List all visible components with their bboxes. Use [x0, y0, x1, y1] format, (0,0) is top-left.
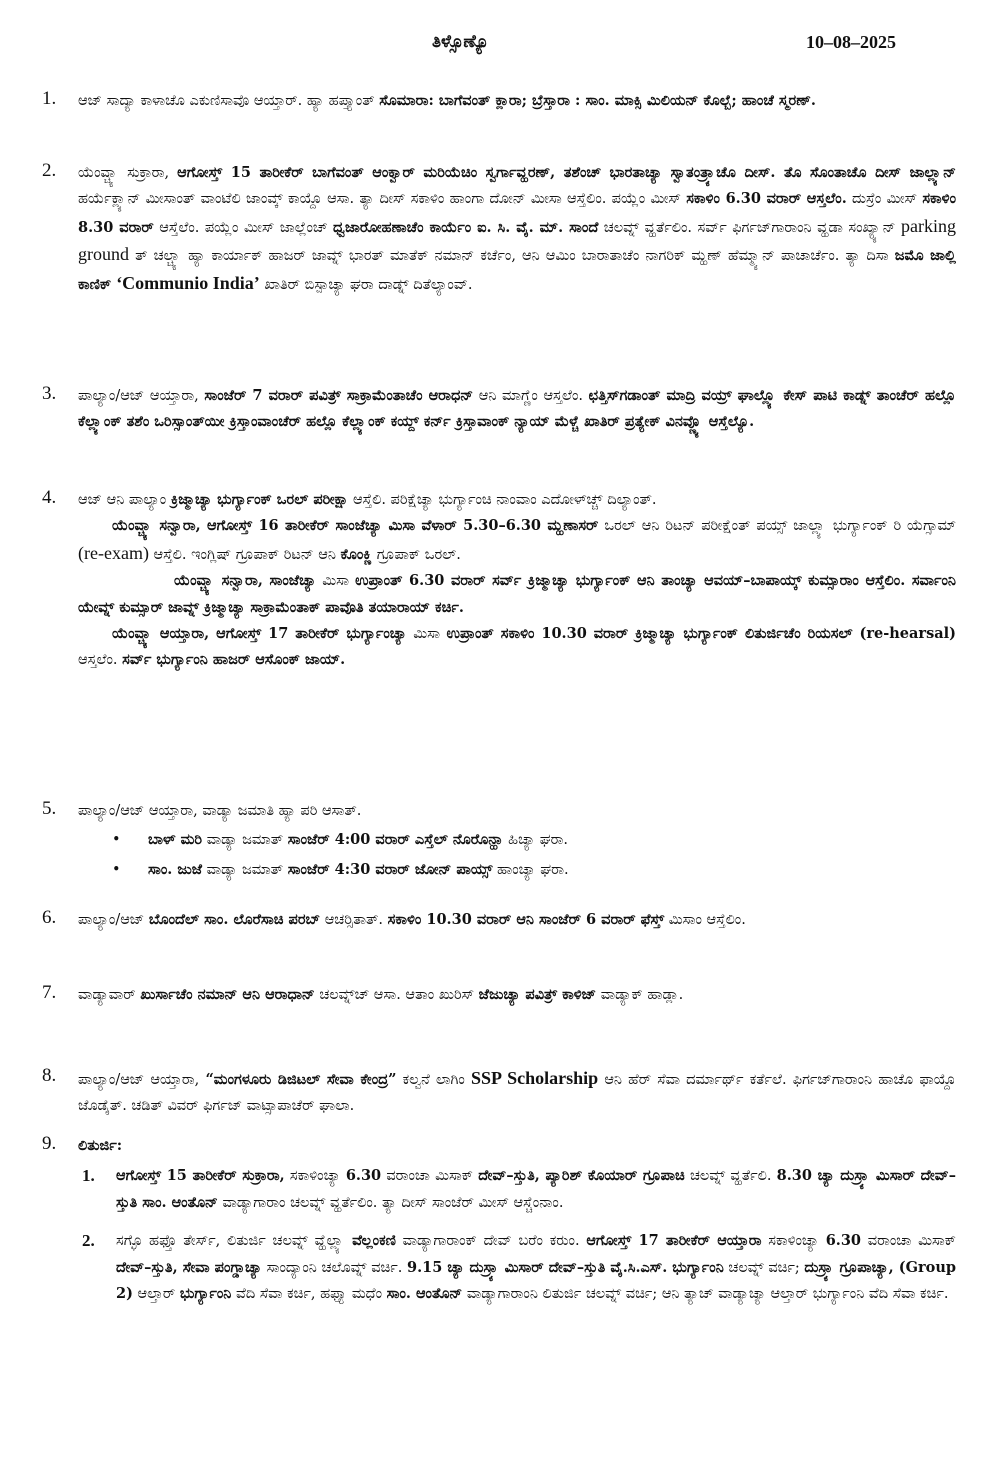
- text-segment: ಮಿಸಾ: [316, 573, 356, 590]
- text-segment-bold: ಸಕಾಳಿಂ 6.30 ವರಾರ್ ಆಸ್ತಲೆಂ.: [686, 190, 847, 208]
- text-segment-bold: 6.30: [825, 1232, 862, 1250]
- text-segment: ವಾಡ್ಯಾಕ್ ಹಾಡ್ಲಾ.: [596, 987, 684, 1003]
- bulletin-date: 10–08–2025: [806, 32, 896, 52]
- text-segment: ಆನಿ ಹೆರ್ ಸೆವಾ ದರ್ಮಾರ್ಥ್ ಕರ್ತೆಲೆ. ಫಿರ್ಗಜ್‌ಗಾರಾಂನಿ ಹಾಚೊ ಫಾಯ್ದೊ ಜೊಡೈತ್. ಚಡಿತ್ ವಿವರ್ ಫಿರ್ಗಜ್ ವಾಟ್ಸಾಪಾಚೆರ್ ಘಾಲಾ.: [78, 1072, 956, 1115]
- notice-number: 2.: [42, 160, 57, 181]
- text-segment: ಚಲವ್ನ್ ವ್ಹರ್ತೆಲಿ.: [684, 1168, 777, 1185]
- text-segment-bold: ಜಮೊ ಜಾಲ್ಲಿ ಕಾಣಿಕ್: [78, 247, 956, 293]
- notice-text: [78, 383, 956, 436]
- notice-6: [42, 907, 962, 933]
- text-segment-bold: ಸಾಂ. ಆಂತೊನ್: [386, 1285, 463, 1303]
- sub-number: 1.: [82, 1166, 95, 1186]
- sub-text: [116, 1228, 956, 1307]
- notice-1: [42, 88, 962, 114]
- notice-text: [78, 160, 956, 298]
- text-segment: ಆಚರ್‍ಸಿತಾತ್.: [320, 912, 388, 928]
- text-segment-bold: ಆಗೋಸ್ತ್ 17 ತಾರೀಕೆರ್ ಆಯ್ತಾರಾ: [586, 1232, 762, 1250]
- notice-3: [42, 383, 962, 436]
- notice-2: [42, 160, 962, 298]
- text-segment-bold: ದೇವ್–ಸ್ತುತಿ, ಪ್ಯಾರಿಶ್ ಕೊಯಾರ್ ಗ್ರೂಪಾಚಿ: [478, 1167, 685, 1185]
- text-segment: ಪಾಲ್ಯಾಂ/ಆಜ್: [78, 912, 149, 928]
- text-segment-latin: (re-exam): [78, 542, 149, 563]
- text-segment-bold: ಜೆಜುಚ್ಯಾ ಪವಿತ್ರ್ ಕಾಳಿಜ್: [478, 986, 597, 1003]
- text-segment-bold: ಲಿತುರ್ಜಿ:: [78, 1137, 123, 1154]
- text-segment: ಆಜ್ ಆನಿ ಪಾಲ್ಯಾಂ: [78, 492, 171, 508]
- text-segment-bold: ಉಪ್ರಾಂತ್ ಸಕಾಳಿಂ 10.30 ವರಾರ್ ಕ್ರಿಜ್ಮಾಚ್ಯಾ ಭುರ್ಗ್ಯಾಂಕ್ ಲಿತುರ್ಜಿಚೆಂ ರಿಯಸಲ್ (re-hearsal): [446, 625, 956, 643]
- notice-number: 7.: [42, 982, 57, 1003]
- text-segment: ಪಾಲ್ಯಾಂ/ಆಜ್ ಆಯ್ತಾರಾ,: [78, 388, 205, 404]
- text-segment: ವಾಡ್ಯಾ ಜಮಾತ್: [202, 861, 288, 878]
- notice-9: [42, 1133, 962, 1307]
- text-segment: ಆಸ್ತೆಲಿ. ಇಂಗ್ಲಿಷ್ ಗ್ರೂಪಾಕ್ ರಿಟನ್ ಆನಿ: [148, 546, 341, 563]
- sub-item-1: [78, 1163, 956, 1216]
- text-segment: ಗ್ರೂಪಾಕ್ ಒರಲ್.: [372, 546, 461, 563]
- text-segment-latin: parking ground: [78, 215, 956, 265]
- text-segment: ಹರ್ಯೆಕ್ಲ್ಯಾನ್ ಮೀಸಾಂತ್ ವಾಂಟೆಲಿ ಜಾಂವ್ಕ್ ಕಾಯ್ದೊ ಆಸಾ. ತ್ಯಾ ದೀಸ್ ಸಕಾಳಿಂ ಹಾಂಗಾ ದೋನ್ ಮೀಸಾ ಆಸ್ತೆಲಿಂ. ಪಯ್ಲೆಂ ಮೀಸ್: [78, 191, 687, 208]
- text-segment: ಆನಿ ಮಾಗ್ಣೆಂ ಆಸ್ತಲೆಂ.: [473, 388, 589, 404]
- text-segment-bold: ಖುರ್ಸಾಚೆಂ ನಮಾನ್ ಆನಿ ಆರಾಧಾನ್: [140, 986, 315, 1003]
- sub-number: 2.: [82, 1231, 95, 1251]
- text-segment: ಆಲ್ತಾರ್: [132, 1286, 180, 1303]
- liturgy-heading: [78, 1133, 956, 1159]
- text-segment-bold: ಸೊಮಾರಾ: ಬಾಗೆವಂತ್ ಕ್ಲಾರಾ; ಬ್ರೆಸ್ತಾರಾ : ಸಾಂ. ಮಾಕ್ಸಿ ಮಿಲಿಯನ್ ಕೊಲ್ಬೆ; ಹಾಂಚೆ ಸ್ಮರಣ್.: [379, 92, 816, 109]
- text-segment-bold: ಛತ್ತಿಸ್‌ಗಡಾಂತ್ ಮಾದ್ರಿ ವಯ್ರ್ ಘಾಲ್ಲ್ಯೊ ಕೇಸ್ ಪಾಟಿ ಕಾಡ್ನ್ ತಾಂಚೆರ್ ಹಲ್ಲೊ ಕೆಲ್ಲ್ಯಾಂಕ್ ತಶೆಂ ಒರಿಸ್ಸಾಂತ್‌ಯೀ ಕ್ರಿಸ್ತಾಂವಾಂಚೆರ್ ಹಲ್ಲೊ ಕೆಲ್ಲ್ಯಾಂಕ್ ಕಯ್ದ್ ಕರ್ನ್ ಕ್ರಿಸ್ತಾವಾಂಕ್ ನ್ಯಾಯ್ ಮೆಳ್ಚೆ ಖಾತಿರ್ ಪ್ರತ್ಯೇಕ್ ವಿನವ್ಣ್ಯೊ ಆಸ್ತೆಲ್ಯೊ.: [78, 387, 956, 431]
- notice-number: 9.: [42, 1133, 57, 1154]
- text-segment: ಮಿಸಾಂ ಆಸ್ತೆಲಿಂ.: [664, 912, 746, 928]
- text-segment-bold: ದುಸ್ರ್ಯಾ ಗ್ರೂಪಾಚ್ಯಾ, (Group 2): [116, 1258, 956, 1303]
- notice-number: 4.: [42, 487, 57, 508]
- text-segment: ಚಲವ್ನ್ ವ್ಹರ್ತೆಲಿಂ. ಸರ್ವ್ ಫಿರ್ಗಜ್‌ಗಾರಾಂನಿ ವ್ಹಡಾ ಸಂಖ್ಯ್ಯಾನ್: [598, 219, 902, 236]
- notice-number: 3.: [42, 383, 57, 404]
- notice-7: [42, 982, 962, 1008]
- text-segment: ವಾಡ್ಯಾ ಜಮಾತ್: [202, 832, 288, 849]
- text-segment-bold: ವೆಲ್ಲಂಕಣಿ: [352, 1232, 396, 1250]
- paragraph: [78, 621, 956, 674]
- list-item: [78, 827, 956, 853]
- text-segment: ಆಸ್ತಲೆಂ.: [78, 652, 123, 669]
- notice-number: 1.: [42, 88, 57, 109]
- text-segment: ತ್ ಚಲ್ಚ್ಯಾ ಹ್ಯಾ ಕಾರ್ಯಾಕ್ ಹಾಜರ್ ಜಾವ್ನ್ ಭಾರತ್ ಮಾತೆಕ್ ನಮಾನ್ ಕರ್ಚೆಂ, ಆನಿ ಆಮಿಂ ಬಾರಾತಾಚೆಂ ನಾಗರಿಕ್ ಮ್ಹಣ್ ಹೆಮ್ಮ್ಯಾನ್ ಪಾಚಾರ್ಚೆಂ. ತ್ಯಾ ದಿಸಾ: [129, 248, 895, 265]
- text-segment: ವಾಡ್ಯಾಗಾರಾಂನಿ ಲಿತುರ್ಜಿ ಚಲವ್ನ್ ವರ್ಚಿ; ಆನಿ ತ್ಯಾಚ್ ವಾಡ್ಯಾಚ್ಯಾ ಆಲ್ತಾರ್ ಭುರ್ಗ್ಯಾಂನಿ ವೆದಿ ಸೆವಾ ಕರ್ಚಿ.: [462, 1286, 949, 1303]
- text-segment-bold: ಭುರ್ಗ್ಯಾಂನಿ: [179, 1285, 232, 1303]
- text-segment: ವೆದಿ ಸೆವಾ ಕರ್ಚಿ, ಹಫ್ತ್ಯಾ ಮಧೆಂ: [231, 1286, 387, 1303]
- text-segment: ಆಸ್ತೆಲಿ. ಪರಿಕ್ಷೆಚ್ಯಾ ಭುರ್ಗ್ಯಾಂಚಿ ನಾಂವಾಂ ಎದೋಳ್‌ಚ್ಚ್ ದಿಲ್ಯಾಂತ್.: [348, 492, 657, 508]
- notice-5: [42, 798, 962, 883]
- text-segment-bold: ಕೊಂಕ್ಣಿ: [340, 545, 373, 563]
- notice-text: [78, 1065, 956, 1120]
- bullet-icon: •: [112, 861, 121, 878]
- text-segment-latin-bold: SSP Scholarship: [471, 1068, 599, 1088]
- text-segment-bold: ಸಾಂಜೆರ್ 7 ವರಾರ್ ಪವಿತ್ರ್ ಸಾಕ್ರಾಮೆಂತಾಚೆಂ ಆರಾಧನ್: [204, 387, 474, 404]
- bullet-icon: •: [112, 832, 121, 849]
- notice-text: [78, 88, 956, 114]
- text-segment-bold: ಸಕಾಳಿಂ 10.30 ವರಾರ್ ಆನಿ ಸಾಂಜೆರ್ 6 ವರಾರ್ ಫೆಸ್ತ್: [387, 911, 665, 928]
- text-segment: ವಾಡ್ಯಾಗಾರಾಂಕ್ ದೇವ್ ಬರೆಂ ಕರುಂ.: [395, 1233, 587, 1250]
- text-segment-bold: 8.30 ಚ್ಯಾ ದುಸ್ರ್ಯಾ ಮಿಸಾರ್ ದೇವ್–ಸ್ತುತಿ ಸಾಂ. ಆಂತೊನ್: [116, 1167, 956, 1211]
- text-segment-bold: 9.15 ಚ್ಯಾ ದುಸ್ರ್ಯಾ ಮಿಸಾರ್ ದೇವ್–ಸ್ತುತಿ ವೈ.ಸಿ.ಎಸ್. ಭುರ್ಗ್ಯಾಂನಿ: [407, 1258, 724, 1276]
- notice-4: [42, 487, 962, 674]
- text-segment: ಪಾಲ್ಯಾಂ/ಆಜ್ ಆಯ್ತಾರಾ,: [78, 1072, 206, 1088]
- text-segment-bold: ಬೊಂದೆಲ್ ಸಾಂ. ಲೊರೆಸಾಚಿ ಪರಬ್: [148, 911, 321, 928]
- text-segment-bold: ಸರ್ವ್ ಭುರ್ಗ್ಯಾಂನಿ ಹಾಜರ್ ಆಸೊಂಕ್ ಜಾಯ್.: [122, 651, 346, 669]
- text-segment: ವಾಡ್ಯಾಗಾರಾಂ ಚಲವ್ನ್ ವ್ಹರ್ತೆಲಿಂ. ತ್ಯಾ ದೀಸ್ ಸಾಂಜೆರ್ ಮೀಸ್ ಆಸ್ಚೆಂನಾಂ.: [217, 1194, 564, 1211]
- text-segment-bold: ಆಗೋಸ್ತ್ 15 ತಾರೀಕೆರ್ ಸುಕ್ರಾರಾ,: [116, 1167, 285, 1185]
- text-segment: ಚಲವ್ನ್‌ಚ್ ಆಸಾ. ಆತಾಂ ಖುರಿಸ್: [314, 987, 479, 1003]
- text-segment: ಹಿಚ್ಯಾ ಘರಾ.: [503, 832, 569, 849]
- sub-text: [116, 1163, 956, 1216]
- text-segment: ದುಸ್ರೆಂ ಮೀಸ್: [846, 191, 923, 208]
- sub-item-2: [78, 1228, 956, 1307]
- text-segment-bold: 6.30: [345, 1167, 382, 1185]
- notice-number: 5.: [42, 798, 57, 819]
- notice-text: [78, 798, 956, 883]
- text-segment: ಹಾಂಚ್ಯಾ ಘರಾ.: [492, 861, 569, 878]
- paragraph: [78, 513, 956, 568]
- text-segment-bold: ಯೆಂವ್ಚ್ಯಾ ಸನ್ವಾರಾ, ಸಾಂಜೆಚ್ಯಾ: [174, 572, 317, 590]
- text-segment: ಆಸ್ತೆಲೆಂ. ಪಯ್ಲೆಂ ಮೀಸ್ ಜಾಲ್ಲೆಂಚ್: [153, 219, 334, 236]
- text-segment-bold: ಸಕಾಳಿಂ 8.30 ವರಾರ್: [78, 190, 956, 236]
- text-segment: ಆಜ್ ಸಾದ್ಯಾ ಕಾಳಾಚೊ ಎಕುಣಿಸಾವೊ ಆಯ್ತಾರ್. ಹ್ಯಾ ಹಪ್ತ್ಯಾಂತ್: [78, 93, 380, 109]
- notice-number: 6.: [42, 907, 57, 928]
- text-segment: ಕಲ್ವನೆ ಲಾಗಿಂ: [396, 1072, 472, 1088]
- text-segment: ಮಿಸಾ: [406, 626, 447, 643]
- text-segment: ಒರಲ್ ಆನಿ ರಿಟನ್ ಪರೀಕ್ಷೆಂತ್ ಪಯ್ಸ್ ಜಾಲ್ಲ್ಯಾ ಭುರ್ಗ್ಯಾಂಕ್ ರಿ ಯೆಗ್ಸಾಮ್: [598, 518, 956, 535]
- text-segment: ಯೆಂವ್ಚ್ಯಾ ಸುಕ್ರಾರಾ,: [78, 165, 178, 181]
- paragraph: [78, 487, 956, 513]
- text-segment-bold: ಧ್ವಜಾರೋಹಣಾಚೆಂ ಕಾರ್ಯೆಂ ಐ. ಸಿ. ವೈ. ಮ್. ಸಾಂದೆ: [333, 218, 599, 236]
- notice-number: 8.: [42, 1065, 57, 1086]
- text-segment-bold: ಸಾಂಜೆರ್ 4:30 ವರಾರ್ ಜೋನ್ ಪಾಯ್ಸ್: [287, 860, 493, 878]
- text-segment-bold: ಉಪ್ರಾಂತ್ 6.30 ವರಾರ್ ಸರ್ವ್ ಕ್ರಿಜ್ಮಾಚ್ಯಾ ಭುರ್ಗ್ಯಾಂಕ್ ಆನಿ ತಾಂಚ್ಯಾ ಆವಯ್–ಬಾಪಾಯ್ಕ್ ಕುಮ್ಸಾರಾಂ ಆಸ್ತೆಲಿಂ. ಸರ್ವಾಂನಿ ಯೇವ್ನ್ ಕುಮ್ಸಾರ್ ಜಾವ್ನ್ ಕ್ರಿಜ್ಮಾಚ್ಯಾ ಸಾಕ್ರಾಮೆಂತಾಕ್ ಪಾವೊತಿ ತಯಾರಾಯ್ ಕರ್ಚಿ.: [78, 572, 956, 616]
- notice-text: [78, 982, 956, 1008]
- text-segment-bold: ಯೆಂವ್ಚ್ಯಾ ಸನ್ವಾರಾ, ಆಗೋಸ್ತ್ 16 ತಾರೀಕೆರ್ ಸಾಂಜೆಚ್ಯಾ ಮಿಸಾ ವೆಳಾರ್ 5.30–6.30 ಮ್ಹಣಾಸರ್: [112, 517, 599, 535]
- list-item: [78, 857, 956, 883]
- text-segment-latin-bold: ‘Communio India’: [116, 272, 260, 293]
- notice-8: [42, 1065, 962, 1120]
- text-segment-bold: ಯೆಂವ್ಚ್ಯಾ ಆಯ್ತಾರಾ, ಆಗೋಸ್ತ್ 17 ತಾರೀಕೆರ್ ಭುರ್ಗ್ಯಾಂಚ್ಯಾ: [112, 625, 407, 643]
- text-segment-bold: ದೇವ್–ಸ್ತುತಿ, ಸೇವಾ ಪಂಗ್ಡಾಚ್ಯಾ: [116, 1258, 263, 1276]
- notice-text: [78, 907, 956, 933]
- text-segment: ಚಲವ್ನ್ ವರ್ಚಿ;: [723, 1259, 805, 1276]
- text-segment-bold: ಕ್ರಿಜ್ಮಾಚ್ಯಾ ಭುರ್ಗ್ಯಾಂಕ್ ಒರಲ್ ಪರೀಕ್ಷಾ: [170, 491, 349, 508]
- notice-text: [78, 1133, 956, 1307]
- paragraph: [78, 568, 956, 621]
- text-segment-bold: ಬಾಳ್ ಮರಿ: [148, 831, 203, 849]
- text-segment: ವರಾಂಚಾ ಮಿಸಾಕ್: [861, 1233, 956, 1250]
- text-segment: ಸಕಾಳಿಂಚ್ಯಾ: [284, 1168, 346, 1185]
- text-segment: ಸಕಾಳಿಂಚ್ಯಾ: [761, 1233, 826, 1250]
- text-segment: ಸಗ್ಳೊ ಹಫ್ತೊ ತೇರ್ಸ್, ಲಿತುರ್ಜಿ ಚಲವ್ನ್ ವ್ಹೆಲ್ಲ್ಯಾ: [116, 1233, 353, 1250]
- text-segment: ವಾಡ್ಯಾವಾರ್: [78, 987, 141, 1003]
- notice-text: [78, 487, 956, 674]
- text-segment: ಸಾಂದ್ಯಾಂನಿ ಚಲೊವ್ನ್ ವರ್ಚಿ.: [262, 1259, 408, 1276]
- paragraph: ಪಾಲ್ಯಾಂ/ಆಜ್ ಆಯ್ತಾರಾ, ವಾಡ್ಯಾ ಜಮಾತಿ ಹ್ಯಾ ಪರಿ ಆಸಾತ್.: [78, 803, 362, 819]
- text-segment: ಖಾತಿರ್ ಬಿಸ್ಪಾಚ್ಯಾ ಘರಾ ದಾಡ್ನ್ ದಿತೆಲ್ಯಾಂವ್.: [259, 276, 473, 293]
- text-segment-bold: ಆಗೋಸ್ತ್ 15 ತಾರೀಕೆರ್ ಬಾಗೆವಂತ್ ಆಂಕ್ವಾರ್ ಮರಿಯೆಚಿಂ ಸ್ವರ್ಗಾವ್ಹರಣ್, ತಶೆಂಚ್ ಭಾರತಾಚ್ಯಾ ಸ್ವಾತಂತ್ರ್ಯಾಚೊ ದೀಸ್. ತೊ ಸೊಂತಾಚೊ ದೀಸ್ ಜಾಲ್ಲ್ಯಾನ್: [177, 164, 956, 181]
- text-segment-bold: ಸಾಂ. ಜುಜೆ: [148, 860, 203, 878]
- text-segment-bold: “ಮಂಗಳೂರು ಡಿಜಿಟಲ್ ಸೇವಾ ಕೇಂದ್ರ”: [205, 1071, 397, 1088]
- text-segment: ವರಾಂಚಾ ಮಿಸಾಕ್: [381, 1168, 479, 1185]
- bulletin-title: ತಿಳ್ಸೊಣ್ಯೊ: [432, 32, 489, 52]
- text-segment-bold: ಸಾಂಜೆರ್ 4:00 ವರಾರ್ ಎಸ್ತೆಲ್ ನೊರೊನ್ಹಾ: [287, 831, 504, 849]
